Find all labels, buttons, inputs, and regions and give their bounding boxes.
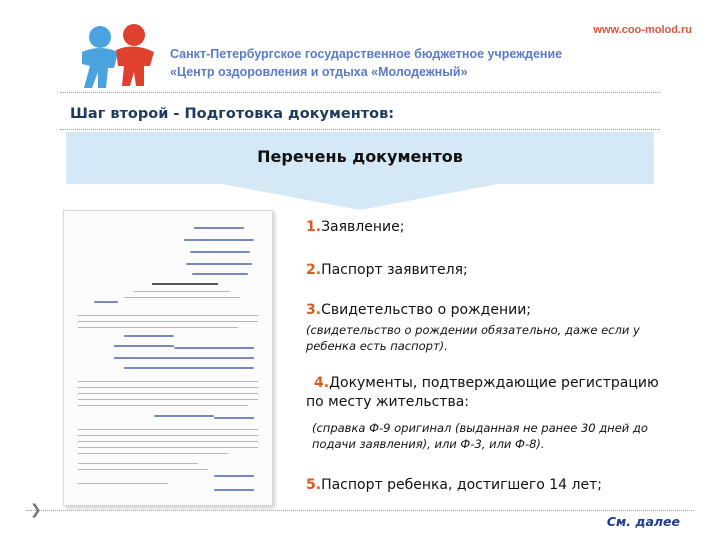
note-line: (справка Ф-9 оригинал (выданная не ранее 30 дней до <box>312 421 648 435</box>
document-item-4 <box>314 375 659 391</box>
step-title: Шаг второй - Подготовка документов: <box>70 106 395 122</box>
header-divider <box>60 92 660 93</box>
documents-banner <box>66 132 654 184</box>
item-number: 1. <box>306 219 322 235</box>
banner-title: Перечень документов <box>257 147 463 166</box>
chevron-right-icon[interactable]: ❯ <box>30 502 42 518</box>
item-number: 4. <box>314 375 330 391</box>
item-text: Паспорт заявителя; <box>321 262 468 278</box>
note-line: (свидетельство о рождении обязательно, даже если у <box>306 323 640 337</box>
item-text: Документы, подтверждающие регистрацию <box>329 375 659 391</box>
see-more-link[interactable]: См. далее <box>606 514 680 529</box>
item-text: Паспорт ребенка, достигшего 14 лет; <box>321 477 602 493</box>
logo-children-icon <box>76 22 166 94</box>
step-divider <box>60 129 660 130</box>
item-text: Заявление; <box>321 219 405 235</box>
document-item-5 <box>306 477 602 493</box>
org-line-1: Санкт-Петербургское государственное бюджетное учреждение <box>170 47 563 61</box>
item-4-note <box>312 420 648 452</box>
site-url[interactable]: www.coo-molod.ru <box>593 24 692 36</box>
application-form-image <box>63 210 273 506</box>
org-line-2: «Центр оздоровления и отдыха «Молодежный» <box>170 65 468 79</box>
organization-name <box>170 45 562 81</box>
item-number: 3. <box>306 302 322 318</box>
item-number: 2. <box>306 262 322 278</box>
document-item-4-continuation: по месту жительства: <box>306 394 470 410</box>
banner-arrow <box>222 184 498 210</box>
document-item-1 <box>306 219 404 235</box>
footer-divider <box>26 510 694 511</box>
note-line: ребенка есть паспорт). <box>306 339 448 353</box>
item-number: 5. <box>306 477 322 493</box>
document-item-2 <box>306 262 468 278</box>
document-item-3 <box>306 302 531 318</box>
item-text: Свидетельство о рождении; <box>321 302 532 318</box>
item-3-note <box>306 322 640 354</box>
note-line: подачи заявления), или Ф-3, или Ф-8). <box>312 437 545 451</box>
